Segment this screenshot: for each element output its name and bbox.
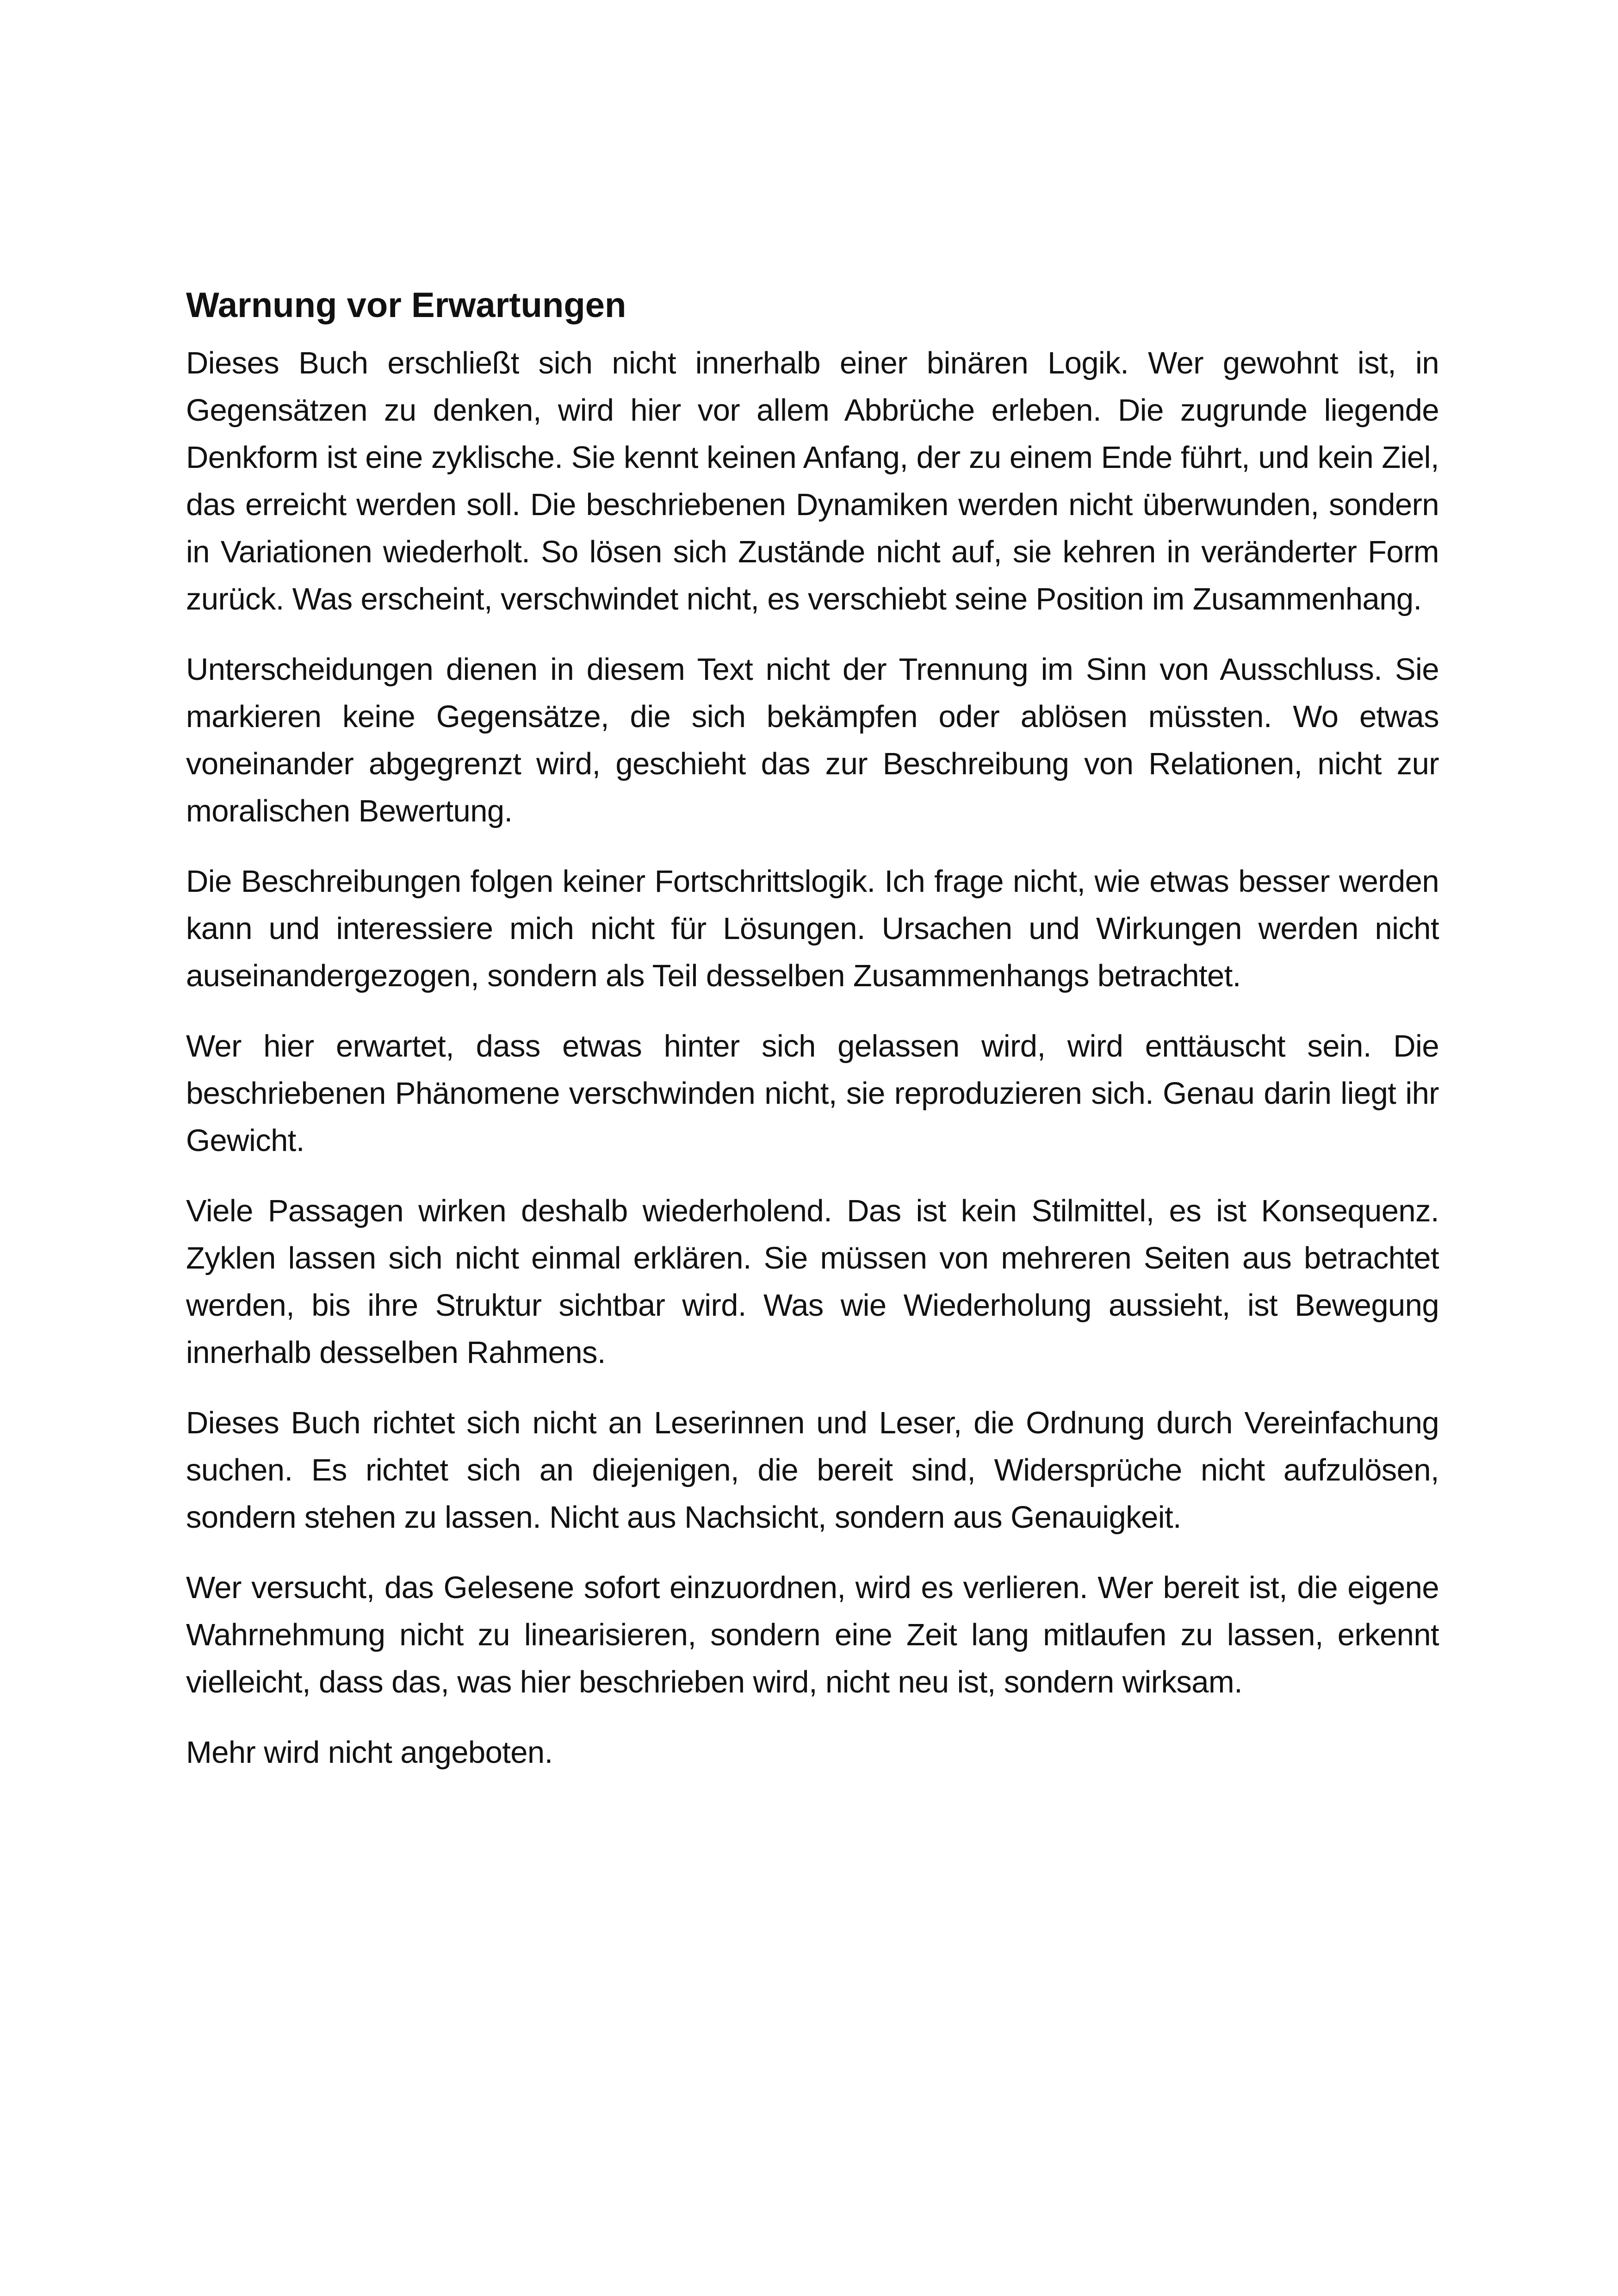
paragraph-6: Dieses Buch richtet sich nicht an Leserinnen und Leser, die Ordnung durch Vereinfachung suchen. Es richtet sich an diejenigen, die bereit sind, Widersprüche nicht aufzulösen, sondern stehen zu lassen. Nicht aus Nachsicht, sondern aus Genauigkeit. <box>186 1406 1439 1535</box>
paragraph-2: Unterscheidungen dienen in diesem Text nicht der Trennung im Sinn von Ausschluss. Sie markieren keine Gegensätze, die sich bekämpfen oder ablösen müssten. Wo etwas voneinander abgegrenzt wird, geschieht das zur Beschreibung von Relationen, nicht zur moralischen Bewertung. <box>186 652 1439 828</box>
paragraph-7: Wer versucht, das Gelesene sofort einzuordnen, wird es verlieren. Wer bereit ist, die eigene Wahrnehmung nicht zu linearisieren, sondern eine Zeit lang mitlaufen zu lassen, erkennt vielleicht, dass das, was hier beschrieben wird, nicht neu ist, sondern wirksam. <box>186 1570 1439 1699</box>
paragraph-3: Die Beschreibungen folgen keiner Fortschrittslogik. Ich frage nicht, wie etwas besser werden kann und interessiere mich nicht für Lösungen. Ursachen und Wirkungen werden nicht auseinandergezogen, sondern als Teil desselben Zusammenhangs betrachtet. <box>186 864 1439 993</box>
page-title: Warnung vor Erwartungen <box>186 286 626 325</box>
paragraph-1: Dieses Buch erschließt sich nicht innerhalb einer binären Logik. Wer gewohnt ist, in Gegensätzen zu denken, wird hier vor allem Abbrüche erleben. Die zugrunde liegende Denkform ist eine zyklische. Sie kennt keinen Anfang, der zu einem Ende führt, und kein Ziel, das erreicht werden soll. Die beschriebenen Dynamiken werden nicht überwunden, sondern in Variationen wiederholt. So lösen sich Zustände nicht auf, sie kehren in veränderter Form zurück. Was erscheint, verschwindet nicht, es verschiebt seine Position im Zusammenhang. <box>186 346 1439 616</box>
page-body <box>186 278 1439 1799</box>
paragraph-4: Wer hier erwartet, dass etwas hinter sich gelassen wird, wird enttäuscht sein. Die beschriebenen Phänomene verschwinden nicht, sie reproduzieren sich. Genau darin liegt ihr Gewicht. <box>186 1029 1439 1158</box>
paragraph-5: Viele Passagen wirken deshalb wiederholend. Das ist kein Stilmittel, es ist Konsequenz. Zyklen lassen sich nicht einmal erklären. Sie müssen von mehreren Seiten aus betrachtet werden, bis ihre Struktur sichtbar wird. Was wie Wiederholung aussieht, ist Bewegung innerhalb desselben Rahmens. <box>186 1194 1439 1370</box>
paragraph-8: Mehr wird nicht angeboten. <box>186 1735 553 1770</box>
